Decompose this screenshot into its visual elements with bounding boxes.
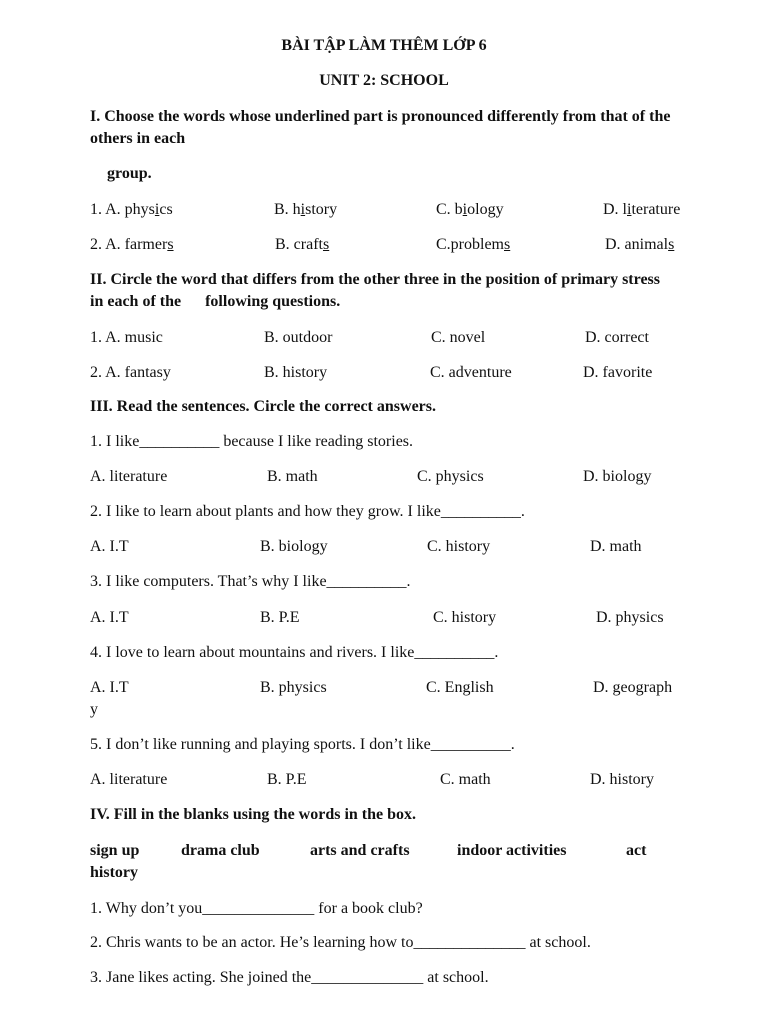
s3-q1-option-c: C. physics — [417, 468, 484, 485]
s2-q1-option-c: C. novel — [431, 329, 486, 346]
s3-q3-option-c: C. history — [433, 609, 497, 626]
s3-q2-option-c: C. history — [427, 538, 491, 555]
s3-q3-option-d: D. physics — [596, 609, 664, 626]
s1-q2-option-a: 2. A. farmers — [90, 236, 174, 253]
s1-q1-option-a: 1. A. physics — [90, 201, 173, 218]
s4-q3-text: 3. Jane likes acting. She joined the______________ at school. — [90, 969, 489, 986]
section-1-heading-cont: group. — [107, 165, 152, 182]
s4-q2-text: 2. Chris wants to be an actor. He’s learning how to______________ at school. — [90, 934, 591, 951]
box-word-arts-and-crafts: arts and crafts — [310, 842, 410, 859]
s1-q1-option-c: C. biology — [436, 201, 504, 218]
s3-q5-option-c: C. math — [440, 771, 491, 788]
box-word-act: act — [626, 842, 647, 859]
page-title: BÀI TẬP LÀM THÊM LỚP 6 — [281, 37, 487, 54]
s3-q2-text: 2. I like to learn about plants and how they grow. I like__________. — [90, 503, 525, 520]
s2-q2-option-a: 2. A. fantasy — [90, 364, 171, 381]
section-1-heading: I. Choose the words whose underlined part is pronounced differently from that of the others in each — [90, 108, 671, 147]
s3-q4-option-b: B. physics — [260, 679, 327, 696]
box-word-history: history — [90, 864, 138, 881]
s1-q1-option-d: D. literature — [603, 201, 681, 218]
box-word-drama-club: drama club — [181, 842, 260, 859]
s3-q5-option-b: B. P.E — [267, 771, 307, 788]
s3-q4-option-c: C. English — [426, 679, 494, 696]
s3-q2-option-b: B. biology — [260, 538, 328, 555]
s3-q2-option-a: A. I.T — [90, 538, 129, 555]
box-word-sign-up: sign up — [90, 842, 140, 859]
section-3-heading: III. Read the sentences. Circle the correct answers. — [90, 398, 436, 415]
box-word-indoor-activities: indoor activities — [457, 842, 567, 859]
s3-q4-option-d-wrap: y — [90, 701, 98, 718]
s3-q1-text: 1. I like__________ because I like reading stories. — [90, 433, 414, 450]
s2-q2-option-b: B. history — [264, 364, 328, 381]
s4-q1-text: 1. Why don’t you______________ for a book club? — [90, 900, 423, 917]
s3-q3-option-b: B. P.E — [260, 609, 300, 626]
s3-q3-option-a: A. I.T — [90, 609, 129, 626]
s3-q4-option-a: A. I.T — [90, 679, 129, 696]
section-2-heading-line1: II. Circle the word that differs from the other three in the position of primary stress — [90, 271, 660, 288]
s3-q5-option-d: D. history — [590, 771, 654, 788]
s1-q2-option-d: D. animals — [605, 236, 675, 253]
s3-q3-text: 3. I like computers. That’s why I like__________. — [90, 573, 411, 590]
unit-title: UNIT 2: SCHOOL — [319, 72, 449, 89]
s2-q1-option-a: 1. A. music — [90, 329, 163, 346]
s2-q2-option-d: D. favorite — [583, 364, 653, 381]
section-2-heading-line2: in each of the following questions. — [90, 293, 341, 310]
s3-q4-text: 4. I love to learn about mountains and rivers. I like__________. — [90, 644, 499, 661]
s1-q1-option-b: B. history — [274, 201, 338, 218]
section-4-heading: IV. Fill in the blanks using the words in the box. — [90, 806, 417, 823]
s2-q1-option-d: D. correct — [585, 329, 649, 346]
s3-q1-option-d: D. biology — [583, 468, 652, 485]
s3-q2-option-d: D. math — [590, 538, 642, 555]
s3-q1-option-a: A. literature — [90, 468, 168, 485]
s2-q2-option-c: C. adventure — [430, 364, 512, 381]
s1-q2-option-b: B. crafts — [275, 236, 330, 253]
s3-q1-option-b: B. math — [267, 468, 318, 485]
s3-q4-option-d: D. geograph — [593, 679, 673, 696]
s1-q2-option-c: C.problems — [436, 236, 511, 253]
s3-q5-text: 5. I don’t like running and playing sports. I don’t like__________. — [90, 736, 515, 753]
s3-q5-option-a: A. literature — [90, 771, 168, 788]
s2-q1-option-b: B. outdoor — [264, 329, 333, 346]
